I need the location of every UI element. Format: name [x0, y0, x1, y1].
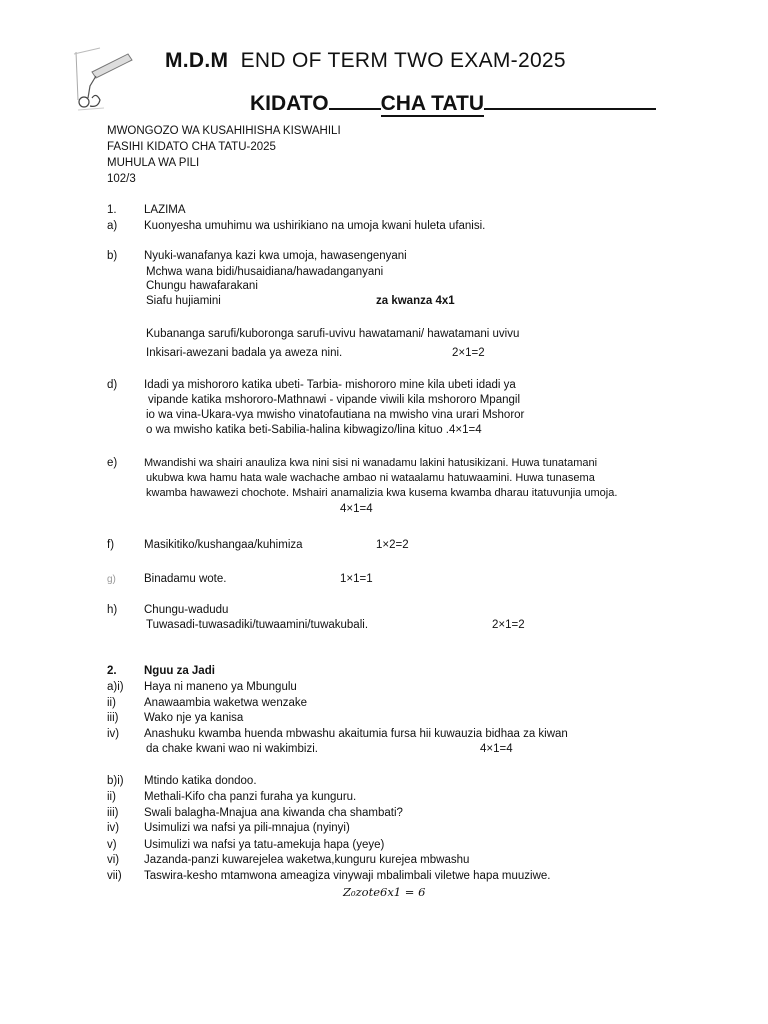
q1f-marks: 1×2=2: [376, 539, 409, 551]
q1c-marks: 2×1=2: [452, 347, 485, 359]
q1e-line: ukubwa kwa hamu hata wale wachache ambao ni wataalamu hatuwaamini. Huwa tunasema: [146, 472, 595, 484]
q2b-text: Swali balagha-Mnajua ana kiwanda cha shambati?: [144, 807, 403, 819]
q1b-line: Chungu hawafarakani: [146, 280, 258, 292]
q1e-marks: 4×1=4: [340, 503, 373, 515]
q1d-label: d): [107, 379, 118, 391]
q1g-text: Binadamu wote.: [144, 573, 227, 585]
q2b-text: Usimulizi wa nafsi ya tatu-amekuja hapa (yeye): [144, 839, 385, 851]
q2a-text: da chake kwani wao ni wakimbizi.: [146, 743, 318, 755]
q1b-line: Mchwa wana bidi/husaidiana/hawadanganyani: [146, 266, 384, 278]
school-logo-icon: [70, 40, 140, 120]
q2b-label: v): [107, 839, 117, 851]
q1d-line: io wa vina-Ukara-vya mwisho vinatofautiana na mwisho vina urari Mshoror: [146, 409, 525, 421]
q2b-label: ii): [107, 791, 116, 803]
meta-line-1: MWONGOZO WA KUSAHIHISHA KISWAHILI: [107, 125, 341, 137]
q1e-label: e): [107, 457, 118, 469]
q1e-line: kwamba hawawezi chochote. Mshairi anamalizia kwa kusema kwamba dharau itatuvunjia umoja.: [146, 487, 618, 499]
q2a-label: a)i): [107, 681, 124, 693]
q1d-line: vipande katika mshororo-Mathnawi - vipande viwili kila mshororo Mpangil: [148, 394, 520, 406]
q2b-text: Jazanda-panzi kuwarejelea waketwa,kunguru kurejea mbwashu: [144, 854, 470, 866]
q2b-text: Usimulizi wa nafsi ya pili-mnajua (nyinyi): [144, 822, 350, 834]
q2b-marks: Z₀zote6x1 = 6: [343, 885, 426, 899]
q2a-label: iii): [107, 712, 119, 724]
exam-name: END OF TERM TWO EXAM-2025: [240, 49, 566, 72]
q1g-marks: 1×1=1: [340, 573, 373, 585]
q2b-label: vii): [107, 870, 122, 882]
q1e-line: Mwandishi wa shairi anauliza kwa nini sisi ni wanadamu lakini hatusikizani. Huwa tunatamani: [144, 457, 598, 469]
q2b-text: Mtindo katika dondoo.: [144, 775, 257, 787]
q2a-label: iv): [107, 728, 120, 740]
exam-title: [165, 48, 566, 74]
meta-line-4: 102/3: [107, 173, 136, 185]
meta-line-2: FASIHI KIDATO CHA TATU-2025: [107, 141, 276, 153]
q2-title: Nguu za Jadi: [144, 665, 215, 677]
q1b-line: Nyuki-wanafanya kazi kwa umoja, hawasengenyani: [144, 250, 407, 262]
q1d-line: Idadi ya mishororo katika ubeti- Tarbia- mishororo mine kila ubeti idadi ya: [144, 379, 516, 391]
q1a-text: Kuonyesha umuhimu wa ushirikiano na umoja kwani huleta ufanisi.: [144, 220, 486, 232]
q1g-label: g): [107, 574, 116, 585]
q2-number: 2.: [107, 665, 117, 677]
class-label-cha-tatu: CHA TATU: [380, 92, 484, 115]
q2b-text: Methali-Kifo cha panzi furaha ya kunguru.: [144, 791, 357, 803]
q2b-label: iii): [107, 807, 119, 819]
q2a-text: Anawaambia waketwa wenzake: [144, 697, 308, 709]
q1c-line: Kubananga sarufi/kuboronga sarufi-uvivu hawatamani/ hawatamani uvivu: [146, 328, 520, 340]
school-name: M.D.M: [165, 49, 229, 72]
q1b-line: Siafu hujiamini: [146, 295, 221, 307]
q1h-label: h): [107, 604, 118, 616]
q1b-marks: za kwanza 4x1: [376, 295, 455, 307]
meta-line-3: MUHULA WA PILI: [107, 157, 200, 169]
q2a-text: Wako nje ya kanisa: [144, 712, 244, 724]
title-underline: [484, 90, 656, 110]
q1f-label: f): [107, 539, 115, 551]
q1c-line: Inkisari-awezani badala ya aweza nini.: [146, 347, 343, 359]
q2a-label: ii): [107, 697, 116, 709]
q1-title: LAZIMA: [144, 204, 186, 216]
q1f-text: Masikitiko/kushangaa/kuhimiza: [144, 539, 303, 551]
q1h-line: Chungu-wadudu: [144, 604, 229, 616]
q2b-label: iv): [107, 822, 120, 834]
q2b-text: Taswira-kesho mtamwona ameagiza vinywaji mbalimbali viletwe hapa muuziwe.: [144, 870, 551, 882]
class-label-kidato: KIDATO: [250, 92, 329, 115]
q1b-label: b): [107, 250, 118, 262]
title-underline: [329, 90, 381, 110]
q2b-label: vi): [107, 854, 120, 866]
q2a-text: Anashuku kwamba huenda mbwashu akaitumia fursa hii kuwauzia bidhaa za kiwan: [144, 728, 568, 740]
q2b-label: b)i): [107, 775, 124, 787]
class-title: [250, 90, 656, 117]
q2a-marks: 4×1=4: [480, 743, 513, 755]
q1a-label: a): [107, 220, 118, 232]
q2a-text: Haya ni maneno ya Mbungulu: [144, 681, 297, 693]
q1-number: 1.: [107, 204, 117, 216]
q1h-marks: 2×1=2: [492, 619, 525, 631]
q1d-line: o wa mwisho katika beti-Sabilia-halina kibwagizo/lina kituo .4×1=4: [146, 424, 482, 436]
q1h-line: Tuwasadi-tuwasadiki/tuwaamini/tuwakubali.: [146, 619, 369, 631]
